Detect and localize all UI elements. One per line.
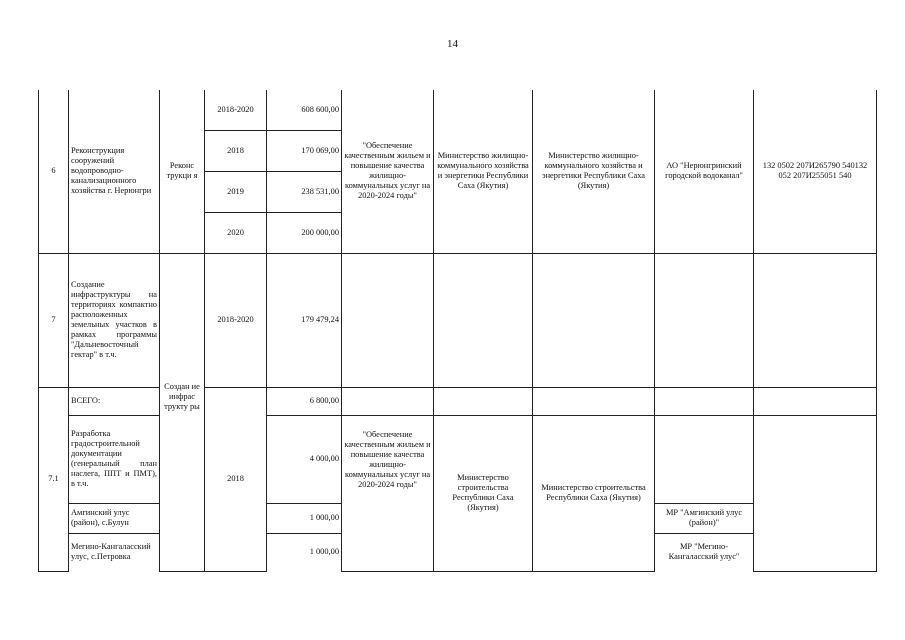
amount-cell: 1 000,00 (267, 503, 342, 533)
row-number: 7 (39, 253, 69, 387)
period-cell: 2018-2020 (205, 90, 267, 130)
row-number: 6 (39, 90, 69, 253)
object-name: Амгинский улус (район), с.Булун (69, 503, 160, 533)
budget-code: 132 0502 207И265790 540132 052 207И255051 540 (754, 90, 877, 253)
empty-cell (342, 387, 434, 415)
total-label: ВСЕГО: (69, 387, 160, 415)
empty-cell (434, 253, 533, 387)
empty-cell (655, 387, 754, 415)
year-cell: 2018 (205, 387, 267, 571)
empty-cell (434, 387, 533, 415)
amount-cell: 170 069,00 (267, 130, 342, 171)
work-type: Создан ие инфрас трукту ры (160, 253, 205, 571)
amount-cell: 6 800,00 (267, 387, 342, 415)
customer-name: Министерство строительства Республики Саха (Якутия) (533, 415, 655, 571)
row-number: 7.1 (39, 387, 69, 571)
object-name: Создание инфраструктуры на территориях компактно расположенных земельных участков в рамках программы "Дальневосточный гектар" в т.ч. (69, 253, 160, 387)
amount-cell: 1 000,00 (267, 533, 342, 571)
period-cell: 2018-2020 (205, 253, 267, 387)
empty-cell (754, 415, 877, 571)
page-number: 14 (447, 38, 458, 50)
empty-cell (655, 253, 754, 387)
empty-cell (533, 253, 655, 387)
year-cell: 2020 (205, 212, 267, 253)
executor-name: МР "Амгинский улус (район)" (655, 503, 754, 533)
table-row-7 (39, 253, 877, 387)
empty-cell (342, 253, 434, 387)
object-name: Разработка градостроительной документации (генеральный план наслега, ППТ и ПМТ), в т.ч. (69, 415, 160, 503)
object-name: Мегино-Кангаласский улус, с.Петровка (69, 533, 160, 571)
executor-name: АО "Нерюнгринский городской водоканал" (655, 90, 754, 253)
program-name: "Обеспечение качественным жильем и повышение качества жилищно-коммунальных услуг на 2020-2024 годы" (342, 90, 434, 253)
empty-cell (754, 253, 877, 387)
ministry-name: Министерство строительства Республики Саха (Якутия) (434, 415, 533, 571)
work-type: Реконс трукци я (160, 90, 205, 253)
object-name: Реконструкция сооружений водопроводно-канализационного хозяйства г. Нерюнгри (69, 90, 160, 253)
amount-cell: 179 479,24 (267, 253, 342, 387)
amount-cell: 200 000,00 (267, 212, 342, 253)
amount-cell: 608 600,00 (267, 90, 342, 130)
empty-cell (533, 387, 655, 415)
program-table (38, 90, 877, 572)
table-row-6 (39, 90, 877, 130)
executor-name: МР "Мегино-Кангаласский улус" (655, 533, 754, 571)
amount-cell: 238 531,00 (267, 171, 342, 212)
program-name: "Обеспечение качественным жильем и повышение качества жилищно-коммунальных услуг на 2020-2024 годы" (342, 415, 434, 571)
amount-cell: 4 000,00 (267, 415, 342, 503)
ministry-name: Министерство жилищно-коммунального хозяйства и энергетики Республики Саха (Якутия) (434, 90, 533, 253)
customer-name: Министерство жилищно-коммунального хозяйства и энергетики Республики Саха (Якутия) (533, 90, 655, 253)
year-cell: 2018 (205, 130, 267, 171)
year-cell: 2019 (205, 171, 267, 212)
empty-cell (754, 387, 877, 415)
empty-cell (655, 415, 754, 503)
